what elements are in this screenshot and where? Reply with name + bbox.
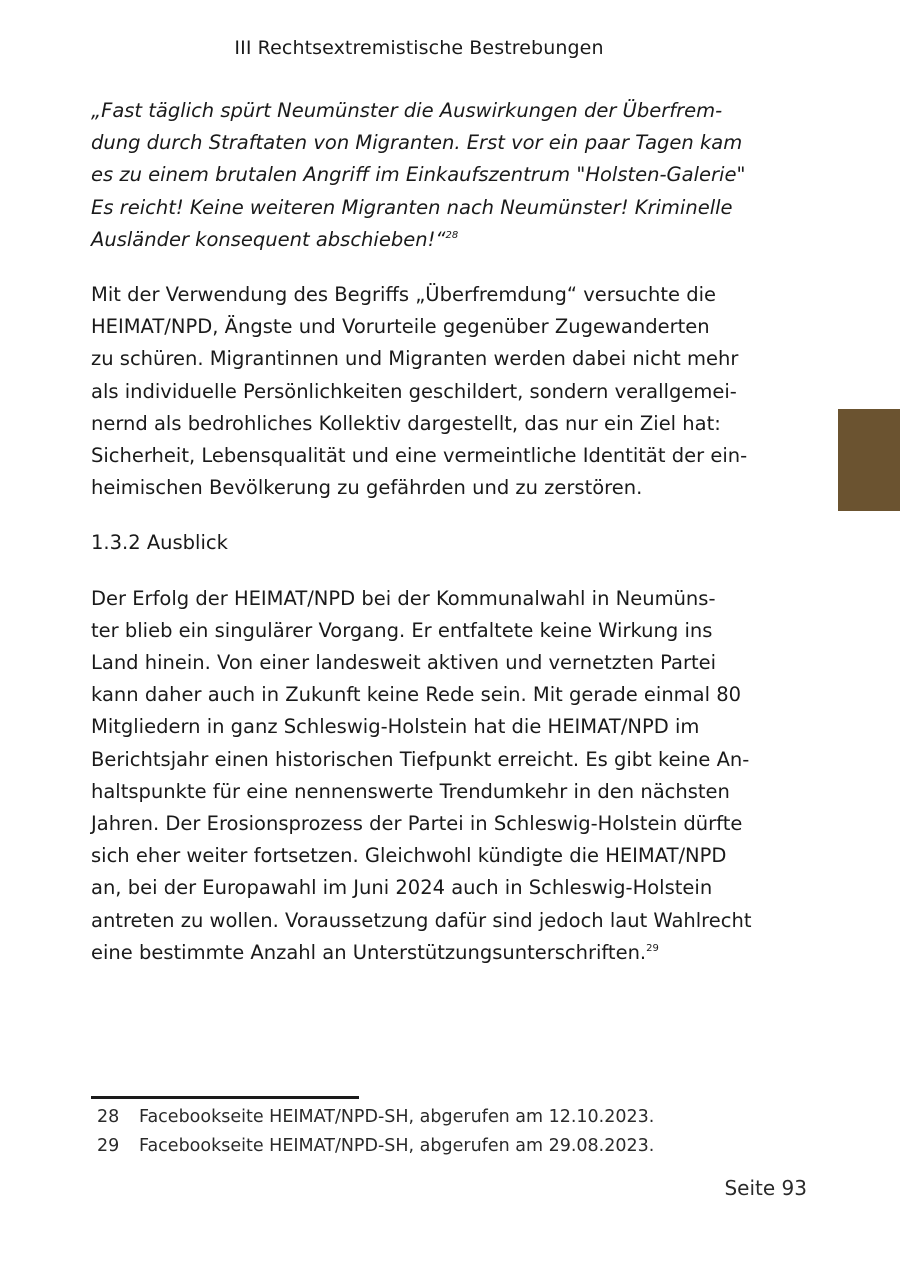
paragraph-line: nernd als bedrohliches Kollektiv dargestellt, das nur ein Ziel hat:: [91, 411, 721, 435]
paragraph-line: ter blieb ein singulärer Vorgang. Er entfaltete keine Wirkung ins: [91, 618, 713, 642]
paragraph-line: kann daher auch in Zukunft keine Rede sein. Mit gerade einmal 80: [91, 683, 742, 707]
footnote-text: Facebookseite HEIMAT/NPD-SH, abgerufen am 29.08.2023.: [139, 1136, 655, 1156]
paragraph-line: HEIMAT/NPD, Ängste und Vorurteile gegenüber Zugewanderten: [91, 315, 710, 339]
paragraph-line: zu schüren. Migrantinnen und Migranten werden dabei nicht mehr: [91, 347, 739, 371]
quote-line-text: Ausländer konsequent abschieben!“: [91, 227, 446, 251]
quote-line: „Fast täglich spürt Neumünster die Auswirkungen der Überfrem-: [91, 99, 723, 122]
footnote-ref-29[interactable]: 29: [646, 942, 659, 954]
paragraph-line: Berichtsjahr einen historischen Tiefpunkt erreicht. Es gibt keine An-: [91, 747, 750, 771]
footnote-ref-28[interactable]: 28: [445, 229, 459, 241]
paragraph-line: sich eher weiter fortsetzen. Gleichwohl kündigte die HEIMAT/NPD: [91, 844, 727, 868]
page-number: Seite 93: [724, 1176, 807, 1200]
quote-line: dung durch Straftaten von Migranten. Erst vor ein paar Tagen kam: [91, 131, 743, 155]
quote-block: [91, 95, 756, 256]
paragraph-line-last: [91, 937, 756, 969]
footnote-text: Facebookseite HEIMAT/NPD-SH, abgerufen am 12.10.2023.: [139, 1107, 655, 1127]
paragraph-line: Mit der Verwendung des Begriffs „Überfremdung“ versuchte die: [91, 283, 716, 307]
paragraph-line-text: eine bestimmte Anzahl an Unterstützungsunterschriften.: [91, 940, 647, 964]
footnote-divider: [91, 1096, 359, 1099]
footnotes: [91, 1103, 731, 1161]
paragraph-line: Der Erfolg der HEIMAT/NPD bei der Kommunalwahl in Neumüns-: [91, 586, 716, 610]
quote-line: Es reicht! Keine weiteren Migranten nach Neumünster! Kriminelle: [91, 195, 733, 219]
footnote-item: [91, 1132, 731, 1161]
quote-line-last: [91, 224, 756, 256]
paragraph-line: Sicherheit, Lebensqualität und eine vermeintliche Identität der ein-: [91, 444, 748, 468]
paragraph-line: an, bei der Europawahl im Juni 2024 auch in Schleswig-Holstein: [91, 876, 713, 900]
paragraph-line: Mitgliedern in ganz Schleswig-Holstein hat die HEIMAT/NPD im: [91, 715, 700, 739]
quote-line: es zu einem brutalen Angriff im Einkaufszentrum "Holsten-Galerie": [91, 163, 746, 187]
paragraph-ueberfremdung: [91, 279, 756, 504]
chapter-side-tab: [838, 409, 900, 511]
paragraph-ausblick: [91, 583, 756, 969]
page-body: [91, 95, 756, 969]
paragraph-line: haltspunkte für eine nennenswerte Trendumkehr in den nächsten: [91, 779, 730, 803]
section-heading: 1.3.2 Ausblick: [91, 531, 228, 555]
footnote-item: [91, 1103, 731, 1132]
running-header: III Rechtsextremistische Bestrebungen: [234, 37, 604, 59]
paragraph-line: antreten zu wollen. Voraussetzung dafür sind jedoch laut Wahlrecht: [91, 908, 752, 932]
paragraph-line: Jahren. Der Erosionsprozess der Partei in Schleswig-Holstein dürfte: [91, 812, 743, 836]
footnote-number: 28: [97, 1107, 120, 1127]
paragraph-line: Land hinein. Von einer landesweit aktiven und vernetzten Partei: [91, 651, 717, 675]
footnote-number: 29: [97, 1136, 120, 1156]
paragraph-line: heimischen Bevölkerung zu gefährden und zu zerstören.: [91, 476, 643, 500]
paragraph-line: als individuelle Persönlichkeiten geschildert, sondern verallgemei-: [91, 379, 737, 403]
